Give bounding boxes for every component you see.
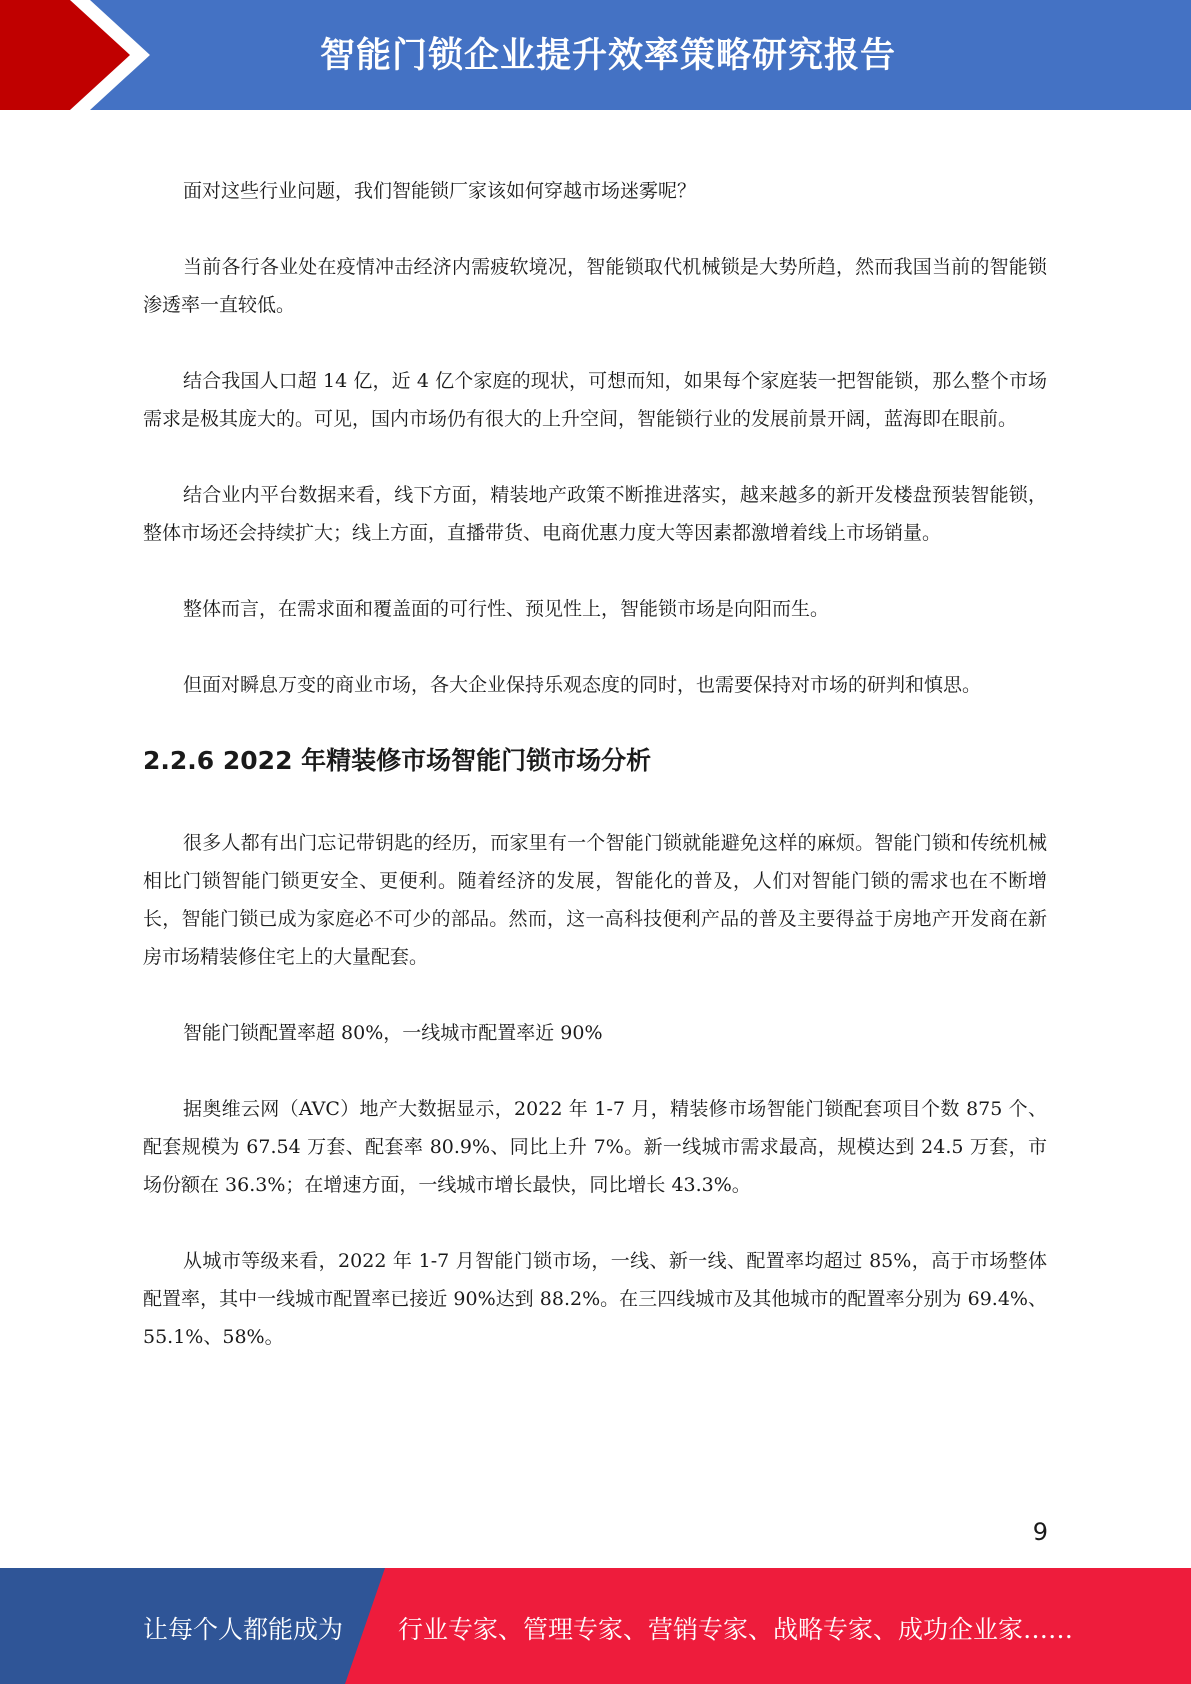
header-red-chevron bbox=[0, 0, 150, 110]
paragraph: 很多人都有出门忘记带钥匙的经历，而家里有一个智能门锁就能避免这样的麻烦。智能门锁和传统机械相比门锁智能门锁更安全、更便利。随着经济的发展，智能化的普及，人们对智能门锁的需求也在不断增长，智能门锁已成为家庭必不可少的部品。然而，这一高科技便利产品的普及主要得益于房地产开发商在新房市场精装修住宅上的大量配套。 bbox=[143, 832, 1047, 968]
paragraph: 结合业内平台数据来看，线下方面，精装地产政策不断推进落实，越来越多的新开发楼盘预装智能锁，整体市场还会持续扩大；线上方面，直播带货、电商优惠力度大等因素都激增着线上市场销量。 bbox=[143, 484, 1047, 544]
section-heading: 2.2.6 2022 年精装修市场智能门锁市场分析 bbox=[143, 746, 652, 775]
paragraph: 当前各行各业处在疫情冲击经济内需疲软境况，智能锁取代机械锁是大势所趋，然而我国当前的智能锁渗透率一直较低。 bbox=[143, 256, 1047, 316]
footer-slogan-left: 让每个人都能成为 bbox=[143, 1615, 344, 1644]
page-header bbox=[0, 0, 1191, 110]
paragraph: 面对这些行业问题，我们智能锁厂家该如何穿越市场迷雾呢？ bbox=[183, 180, 697, 202]
page-footer bbox=[0, 1568, 1191, 1684]
paragraph: 但面对瞬息万变的商业市场，各大企业保持乐观态度的同时，也需要保持对市场的研判和慎思。 bbox=[183, 674, 982, 696]
footer-slogan-right: 行业专家、管理专家、营销专家、战略专家、成功企业家…… bbox=[398, 1615, 1074, 1644]
paragraph: 整体而言，在需求面和覆盖面的可行性、预见性上，智能锁市场是向阳而生。 bbox=[183, 598, 830, 620]
paragraph: 智能门锁配置率超 80%，一线城市配置率近 90% bbox=[183, 1022, 603, 1044]
paragraph: 结合我国人口超 14 亿，近 4 亿个家庭的现状，可想而知，如果每个家庭装一把智能锁，那么整个市场需求是极其庞大的。可见，国内市场仍有很大的上升空间，智能锁行业的发展前景开阔，蓝海即在眼前。 bbox=[143, 370, 1047, 430]
page-content bbox=[143, 172, 1047, 1394]
report-title: 智能门锁企业提升效率策略研究报告 bbox=[320, 36, 897, 76]
paragraph: 据奥维云网（AVC）地产大数据显示，2022 年 1-7 月，精装修市场智能门锁配套项目个数 875 个、配套规模为 67.54 万套、配套率 80.9%、同比上升 7%。新一线城市需求最高，规模达到 24.5 万套，市场份额在 36.3%；在增速方面，一线城市增长最快，同比增长 43.3%。 bbox=[143, 1098, 1047, 1196]
paragraph: 从城市等级来看，2022 年 1-7 月智能门锁市场，一线、新一线、配置率均超过 85%，高于市场整体配置率，其中一线城市配置率已接近 90%达到 88.2%。在三四线城市及其他城市的配置率分别为 69.4%、55.1%、58%。 bbox=[143, 1250, 1047, 1348]
page-number: 9 bbox=[1032, 1518, 1048, 1546]
